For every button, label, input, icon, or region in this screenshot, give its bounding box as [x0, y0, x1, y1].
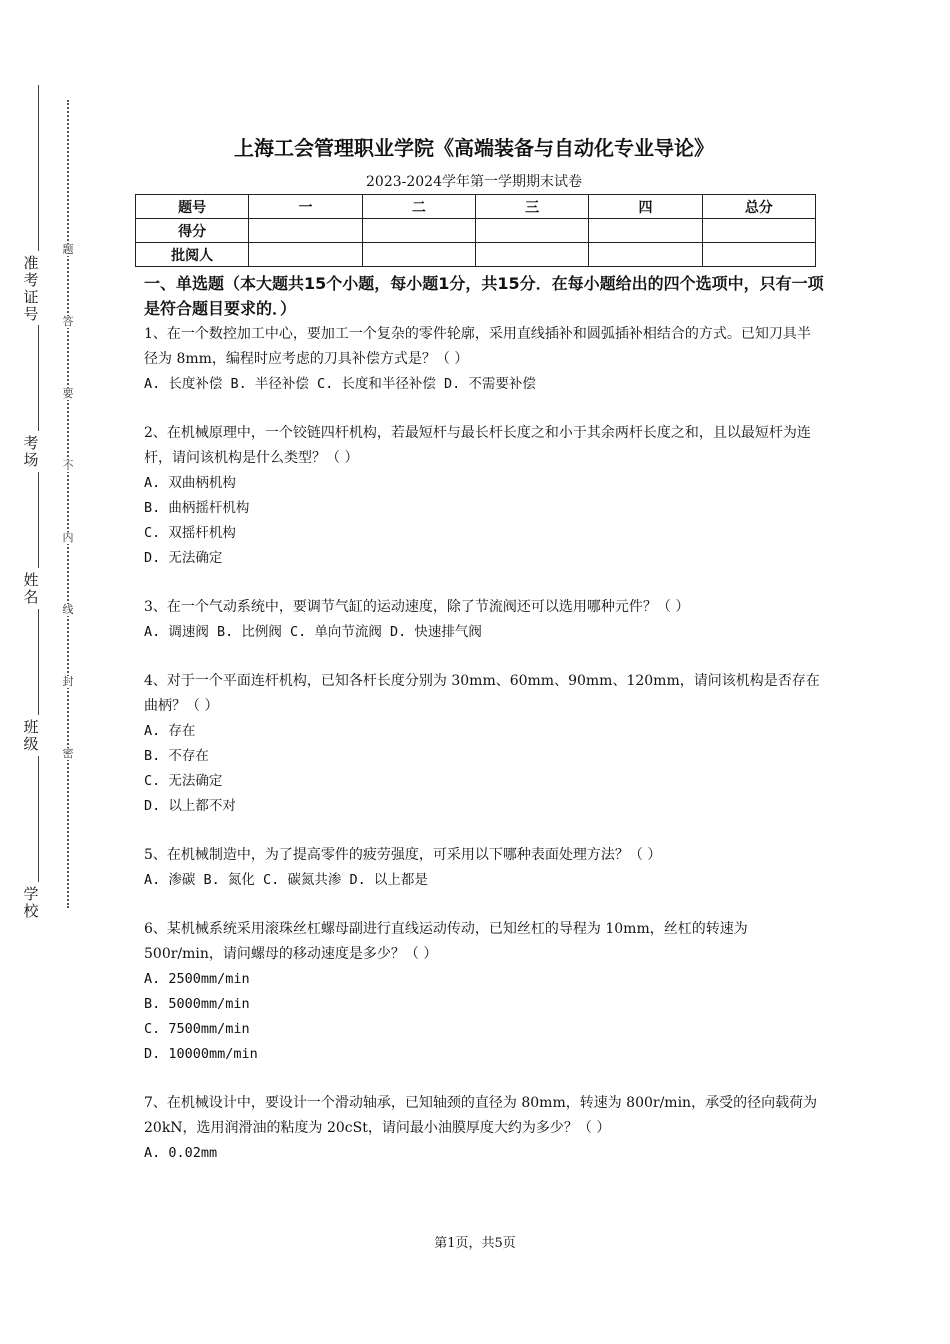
exam-subtitle: 2023-2024学年第一学期期末试卷: [366, 174, 582, 190]
option-b: B. 5000mm/min: [144, 996, 250, 1012]
reviewer-row-label: 批阅人: [136, 243, 249, 267]
score-cell: [362, 219, 475, 243]
score-cell: [702, 219, 815, 243]
seal-char: 密: [62, 747, 74, 760]
option-d: D. 以上都不对: [144, 798, 236, 814]
question-stem: 3、在一个气动系统中，要调节气缸的运动速度，除了节流阀还可以选用哪种元件？（ ）: [144, 599, 690, 615]
score-row: [136, 219, 816, 243]
seal-char: 要: [62, 387, 74, 400]
reviewer-cell: [475, 243, 588, 267]
page-number: 第1页，共5页: [434, 1236, 516, 1251]
question-4: [144, 669, 824, 819]
section-heading: 一、单选题（本大题共15个小题，每小题1分，共15分．在每小题给出的四个选项中，只有一项是符合题目要求的．）: [144, 274, 824, 318]
question-3: [144, 595, 824, 645]
binding-margin: [0, 0, 110, 1344]
margin-line: [38, 325, 39, 431]
score-table-header-row: [136, 195, 816, 219]
reviewer-cell: [249, 243, 362, 267]
question-7: [144, 1091, 824, 1166]
score-header-cell: 三: [475, 195, 588, 219]
score-row-label: 得分: [136, 219, 249, 243]
margin-line: [38, 609, 39, 715]
margin-field-school: 学校: [23, 885, 39, 920]
score-header-cell: 总分: [702, 195, 815, 219]
question-stem: 7、在机械设计中，要设计一个滑动轴承，已知轴颈的直径为 80mm，转速为 800r/min，承受的径向载荷为 20kN，选用润滑油的粘度为 20cSt，请问最小油膜厚度大约为多少？（ ）: [144, 1095, 818, 1136]
option-b: B. 不存在: [144, 748, 209, 764]
option-c: C. 双摇杆机构: [144, 525, 236, 541]
margin-field-exam-id: 准考证号: [23, 254, 39, 323]
score-cell: [475, 219, 588, 243]
margin-field-name: 姓名: [23, 571, 39, 606]
margin-line: [38, 472, 39, 568]
option-c: C. 无法确定: [144, 773, 223, 789]
score-cell: [249, 219, 362, 243]
question-stem: 1、在一个数控加工中心，要加工一个复杂的零件轮廓，采用直线插补和圆弧插补相结合的方式。已知刀具半径为 8mm，编程时应考虑的刀具补偿方式是？（ ）: [144, 326, 811, 367]
reviewer-cell: [362, 243, 475, 267]
question-1: [144, 322, 824, 397]
score-header-cell: 四: [589, 195, 702, 219]
option-a: A. 双曲柄机构: [144, 475, 236, 491]
margin-line: [38, 756, 39, 882]
option-a: A. 存在: [144, 723, 196, 739]
margin-field-exam-room: 考场: [23, 434, 39, 469]
margin-field-class: 班级: [23, 718, 39, 753]
reviewer-cell: [589, 243, 702, 267]
question-6: [144, 917, 824, 1067]
question-stem: 4、对于一个平面连杆机构，已知各杆长度分别为 30mm、60mm、90mm、120mm，请问该机构是否存在曲柄？（ ）: [144, 673, 820, 714]
option-d: D. 10000mm/min: [144, 1046, 258, 1062]
score-header-cell: 二: [362, 195, 475, 219]
reviewer-row: [136, 243, 816, 267]
seal-char: 题: [62, 243, 74, 256]
question-options: A. 渗碳 B. 氮化 C. 碳氮共渗 D. 以上都是: [144, 872, 428, 888]
score-cell: [589, 219, 702, 243]
seal-char: 封: [62, 675, 74, 688]
question-stem: 5、在机械制造中，为了提高零件的疲劳强度，可采用以下哪种表面处理方法？（ ）: [144, 847, 662, 863]
option-d: D. 无法确定: [144, 550, 223, 566]
question-options: A. 长度补偿 B. 半径补偿 C. 长度和半径补偿 D. 不需要补偿: [144, 376, 536, 392]
margin-line: [38, 85, 39, 251]
option-a: A. 0.02mm: [144, 1145, 218, 1161]
seal-char: 不: [62, 459, 74, 472]
score-table: [135, 194, 816, 267]
question-5: [144, 843, 824, 893]
score-header-cell: 题号: [136, 195, 249, 219]
exam-title: 上海工会管理职业学院《高端装备与自动化专业导论》: [234, 136, 714, 160]
option-c: C. 7500mm/min: [144, 1021, 250, 1037]
seal-char: 内: [62, 531, 74, 544]
score-header-cell: 一: [249, 195, 362, 219]
option-b: B. 曲柄摇杆机构: [144, 500, 250, 516]
exam-content: [144, 271, 824, 1190]
question-2: [144, 421, 824, 571]
option-a: A. 2500mm/min: [144, 971, 250, 987]
seal-dotted-line: [67, 100, 69, 908]
seal-char: 答: [62, 315, 74, 328]
seal-char: 线: [62, 603, 74, 616]
question-options: A. 调速阀 B. 比例阀 C. 单向节流阀 D. 快速排气阀: [144, 624, 482, 640]
reviewer-cell: [702, 243, 815, 267]
question-stem: 6、某机械系统采用滚珠丝杠螺母副进行直线运动传动，已知丝杠的导程为 10mm，丝杠的转速为 500r/min，请问螺母的移动速度是多少？（ ）: [144, 921, 748, 962]
question-stem: 2、在机械原理中，一个铰链四杆机构，若最短杆与最长杆长度之和小于其余两杆长度之和，且以最短杆为连杆，请问该机构是什么类型？（ ）: [144, 425, 811, 466]
